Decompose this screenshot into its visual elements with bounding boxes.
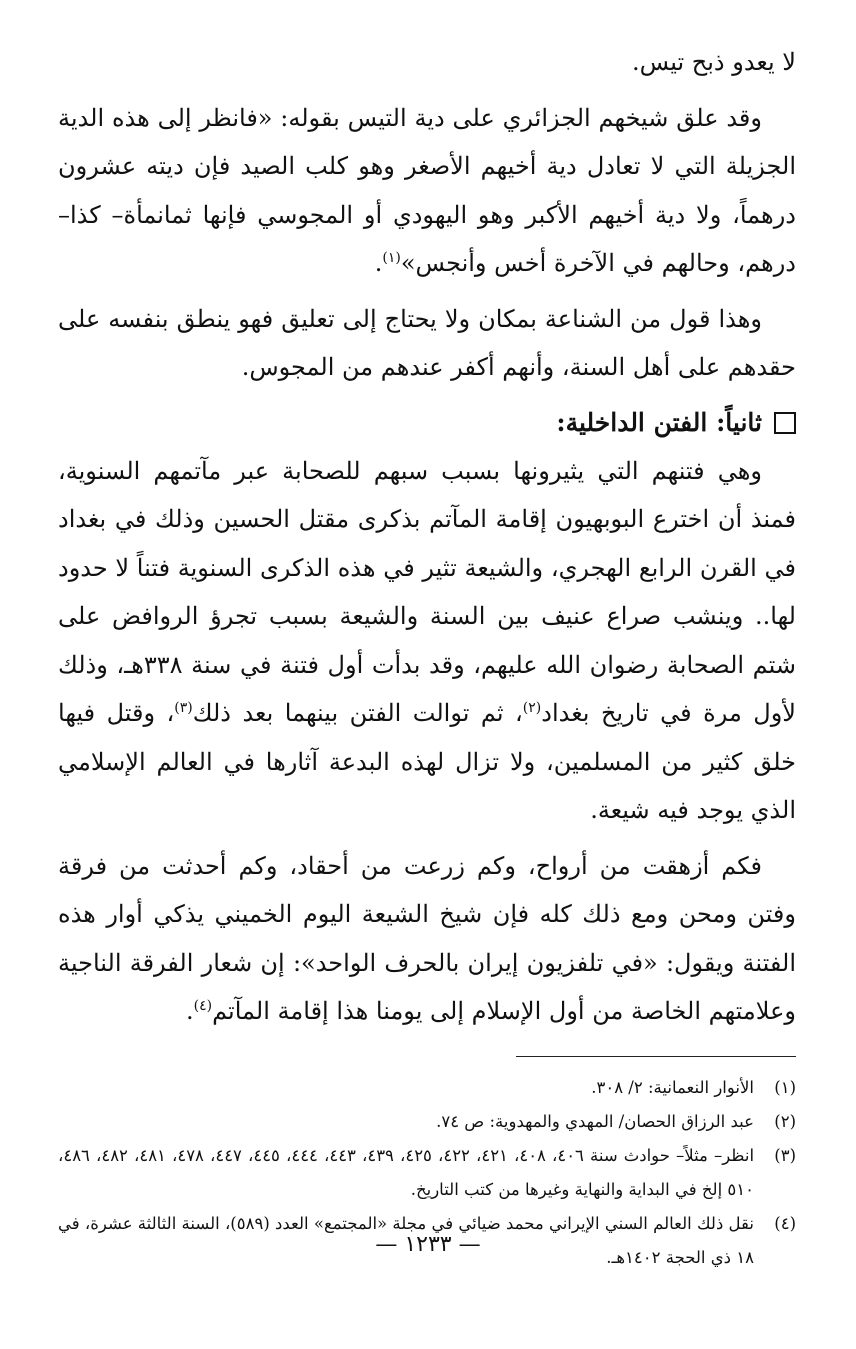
- paragraph-4: [58, 447, 796, 835]
- paragraph-2: [58, 94, 796, 288]
- footnote-number: (٢): [774, 1111, 796, 1131]
- footnote-1: [58, 1071, 796, 1105]
- paragraph-5-text: فكم أزهقت من أرواح، وكم زرعت من أحقاد، وكم أحدثت من فرقة وفتن ومحن ومع ذلك كله فإن شيخ الشيعة اليوم الخميني يذكي أوار هذه الفتنة ويقول: «في تلفزيون إيران بالحرف الواحد»: إن شعار الفرقة الناجية وعلامتهم الخاصة من أول الإسلام إلى يومنا هذا إقامة المآتم: [58, 851, 796, 1025]
- section-heading: [58, 399, 796, 447]
- paragraph-4-middle: ، ثم توالت الفتن بينهما بعد ذلك: [192, 699, 523, 727]
- paragraph-3-text: وهذا قول من الشناعة بمكان ولا يحتاج إلى تعليق فهو ينطق بنفسه على حقدهم على أهل السنة، وأنهم أكفر عندهم من المجوس.: [58, 304, 796, 381]
- footnote-text: الأنوار النعمانية: ٢/ ٣٠٨.: [591, 1077, 754, 1097]
- footnote-ref-2[interactable]: (٢): [522, 700, 542, 716]
- paragraph-4-text: وهي فتنهم التي يثيرونها بسبب سبهم للصحابة عبر مآتمهم السنوية، فمنذ أن اخترع البوبهيون إقامة المآتم بذكرى مقتل الحسين وذلك في بغداد في القرن الرابع الهجري، والشيعة تثير في هذه الذكرى السنوية فتناً لا حدود لها.. وينشب صراع عنيف بين السنة والشيعة بسبب تجرؤ الروافض على شتم الصحابة رضوان الله عليهم، وقد بدأت أول فتنة في سنة ٣٣٨هـ، وذلك لأول مرة في تاريخ بغداد: [58, 456, 797, 727]
- section-heading-text: ثانياً: الفتن الداخلية:: [556, 407, 762, 437]
- footnote-ref-4[interactable]: (٤): [193, 998, 213, 1014]
- footnote-3: [58, 1139, 796, 1207]
- paragraph-2-end: .: [374, 249, 383, 277]
- square-bullet-icon: [774, 412, 796, 434]
- paragraph-3: [58, 295, 796, 392]
- footnote-2: [58, 1105, 796, 1139]
- page-content: [58, 38, 796, 1275]
- footnote-ref-1[interactable]: (١): [382, 250, 401, 266]
- page-number: — ١٢٣٣ —: [375, 1232, 481, 1257]
- footnote-number: (١): [774, 1077, 796, 1097]
- paragraph-1: [58, 38, 796, 87]
- paragraph-5-end: .: [185, 997, 194, 1025]
- footnote-text: انظر– مثلاً– حوادث سنة ٤٠٦، ٤٠٨، ٤٢١، ٤٢٢، ٤٢٥، ٤٣٩، ٤٤٣، ٤٤٤، ٤٤٥، ٤٤٧، ٤٧٨، ٤٨١، ٤٨٢، ٤٨٦، ٥١٠ إلخ في البداية والنهاية وغيرها من كتب التاريخ.: [58, 1145, 755, 1199]
- footnote-number: (٣): [774, 1145, 796, 1165]
- footnote-number: (٤): [774, 1213, 796, 1233]
- footnote-text: عبد الرزاق الحصان/ المهدي والمهدوية: ص ٧٤.: [436, 1111, 754, 1131]
- paragraph-5: [58, 842, 796, 1036]
- footnote-ref-3[interactable]: (٣): [174, 700, 193, 716]
- footnote-text: نقل ذلك العالم السني الإيراني محمد ضيائي في مجلة «المجتمع» العدد (٥٨٩)، السنة الثالثة عشرة، في ١٨ ذي الحجة ١٤٠٢هـ.: [58, 1213, 754, 1267]
- footnote-divider: [516, 1056, 796, 1057]
- paragraph-4-end: ، وقتل فيها خلق كثير من المسلمين، ولا تزال لهذه البدعة آثارها في العالم الإسلامي الذي يوجد فيه شيعة.: [58, 699, 796, 824]
- paragraph-2-text: وقد علق شيخهم الجزائري على دية التيس بقوله: «فانظر إلى هذه الدية الجزيلة التي لا تعادل دية أخيهم الأصغر وهو كلب الصيد فإن ديته عشرون درهماً، ولا دية أخيهم الأكبر وهو اليهودي أو المجوسي فإنها ثمانمأة– كذا– درهم، وحالهم في الآخرة أخس وأنجس»: [58, 103, 796, 277]
- paragraph-1-text: لا يعدو ذبح تيس.: [631, 48, 796, 76]
- main-text: [58, 38, 796, 1036]
